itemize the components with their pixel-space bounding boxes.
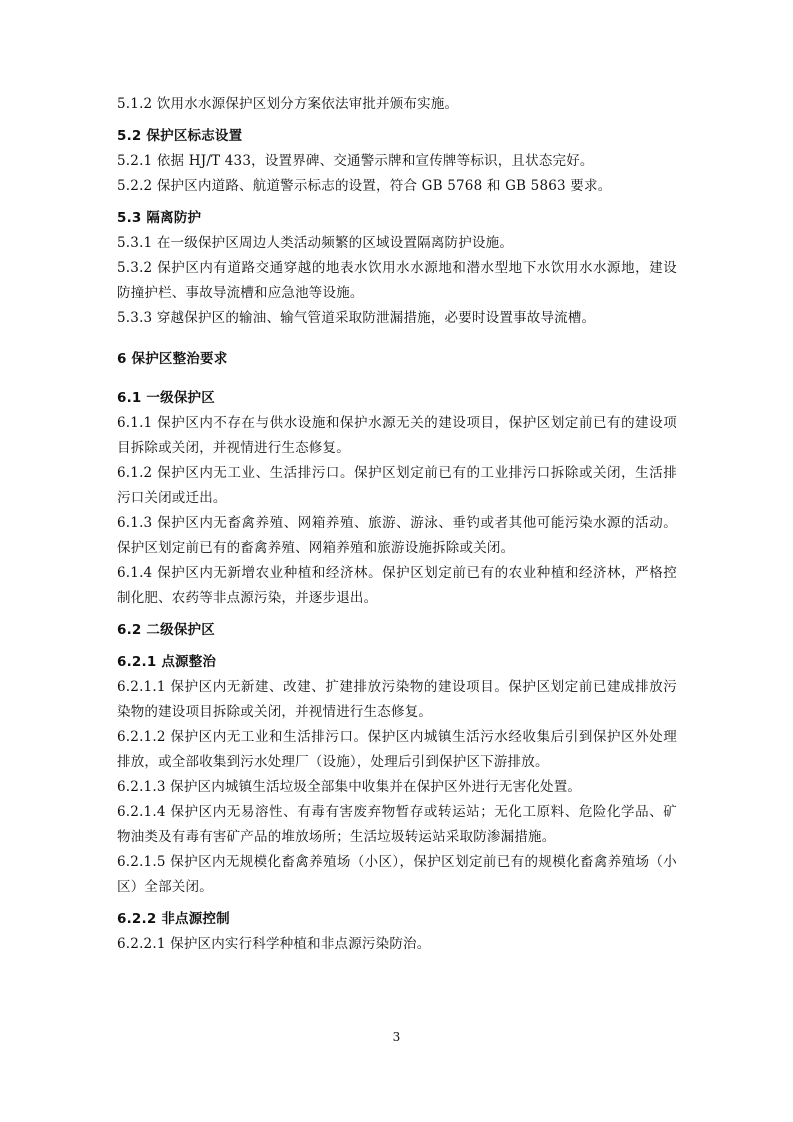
clause-6-2-1-5: 6.2.1.5 保护区内无规模化畜禽养殖场（小区），保护区划定前已有的规模化畜禽养殖场（小区）全部关闭。 [117,854,677,895]
heading-6-1: 6.1 一级保护区 [117,390,215,406]
clause-6-1-1: 6.1.1 保护区内不存在与供水设施和保护水源无关的建设项目，保护区划定前已有的建设项目拆除或关闭，并视情进行生态修复。 [117,415,677,456]
clause-6-1-2: 6.1.2 保护区内无工业、生活排污口。保护区划定前已有的工业排污口拆除或关闭，生活排污口关闭或迁出。 [117,465,677,506]
clause-5-3-3: 5.3.3 穿越保护区的输油、输气管道采取防泄漏措施，必要时设置事故导流槽。 [117,310,596,326]
clause-5-2-2: 5.2.2 保护区内道路、航道警示标志的设置，符合 GB 5768 和 GB 5863 要求。 [117,178,612,194]
clause-6-1-3: 6.1.3 保护区内无畜禽养殖、网箱养殖、旅游、游泳、垂钓或者其他可能污染水源的活动。保护区划定前已有的畜禽养殖、网箱养殖和旅游设施拆除或关闭。 [117,515,677,556]
clause-6-2-1-1: 6.2.1.1 保护区内无新建、改建、扩建排放污染物的建设项目。保护区划定前已建成排放污染物的建设项目拆除或关闭，并视情进行生态修复。 [117,679,677,720]
clause-6-2-2-1: 6.2.2.1 保护区内实行科学种植和非点源污染防治。 [117,936,431,952]
heading-6-2: 6.2 二级保护区 [117,622,215,638]
page-content [117,92,677,957]
heading-6-2-2: 6.2.2 非点源控制 [117,911,230,927]
clause-5-3-1: 5.3.1 在一级保护区周边人类活动频繁的区域设置隔离防护设施。 [117,235,514,251]
heading-5-3: 5.3 隔离防护 [117,210,202,226]
heading-6: 6 保护区整治要求 [117,351,228,367]
heading-5-2: 5.2 保护区标志设置 [117,128,243,144]
clause-5-3-2: 5.3.2 保护区内有道路交通穿越的地表水饮用水水源地和潜水型地下水饮用水水源地，建设防撞护栏、事故导流槽和应急池等设施。 [117,260,677,301]
heading-6-2-1: 6.2.1 点源整治 [117,654,217,670]
clause-5-2-1: 5.2.1 依据 HJ/T 433，设置界碑、交通警示牌和宣传牌等标识，且状态完好。 [117,153,594,169]
clause-6-2-1-3: 6.2.1.3 保护区内城镇生活垃圾全部集中收集并在保护区外进行无害化处置。 [117,779,582,795]
clause-5-1-2: 5.1.2 饮用水水源保护区划分方案依法审批并颁布实施。 [117,96,459,112]
clause-6-2-1-2: 6.2.1.2 保护区内无工业和生活排污口。保护区内城镇生活污水经收集后引到保护区外处理排放，或全部收集到污水处理厂（设施），处理后引到保护区下游排放。 [117,729,677,770]
page-number: 3 [392,1030,401,1044]
clause-6-2-1-4: 6.2.1.4 保护区内无易溶性、有毒有害废弃物暂存或转运站；无化工原料、危险化学品、矿物油类及有毒有害矿产品的堆放场所；生活垃圾转运站采取防渗漏措施。 [117,804,677,845]
clause-6-1-4: 6.1.4 保护区内无新增农业种植和经济林。保护区划定前已有的农业种植和经济林，严格控制化肥、农药等非点源污染，并逐步退出。 [117,565,677,606]
